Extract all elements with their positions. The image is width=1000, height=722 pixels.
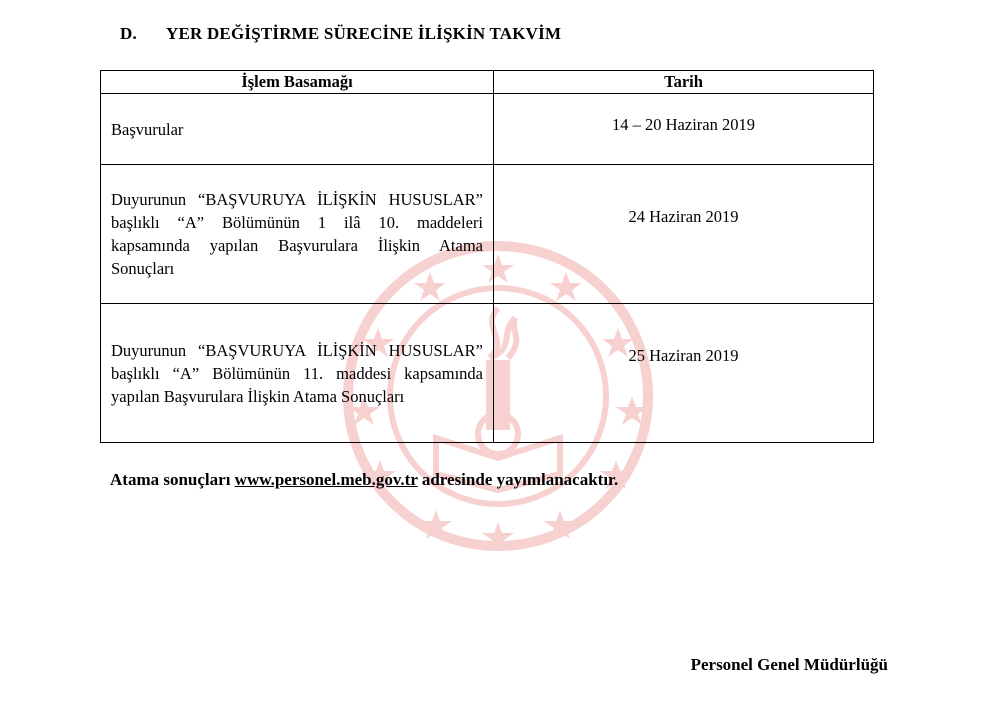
signature: Personel Genel Müdürlüğü	[690, 655, 888, 674]
column-header-date: Tarih	[494, 71, 874, 94]
note-text-before: Atama sonuçları	[110, 470, 235, 489]
section-title: YER DEĞİŞTİRME SÜRECİNE İLİŞKİN TAKVİM	[166, 24, 562, 43]
section-letter: D.	[120, 24, 137, 43]
step-cell: Duyurunun “BAŞVURUYA İLİŞKİN HUSUSLAR” başlıklı “A” Bölümünün 1 ilâ 10. maddeleri kapsamında yapılan Başvurulara İlişkin Atama Sonuçları	[101, 165, 494, 304]
schedule-table	[100, 70, 874, 443]
table-row	[101, 165, 874, 304]
date-text: 24 Haziran 2019	[628, 207, 739, 226]
step-cell: Başvurular	[101, 94, 494, 165]
column-header-step: İşlem Basamağı	[101, 71, 494, 94]
note-text-after: adresinde yayımlanacaktır.	[417, 470, 619, 489]
table-row	[101, 94, 874, 165]
table-row	[101, 304, 874, 443]
date-cell	[494, 165, 874, 304]
section-heading	[120, 24, 561, 44]
step-cell: Duyurunun “BAŞVURUYA İLİŞKİN HUSUSLAR” başlıklı “A” Bölümünün 11. maddesi kapsamında yapılan Başvurulara İlişkin Atama Sonuçları	[101, 304, 494, 443]
date-cell	[494, 304, 874, 443]
results-note	[110, 470, 618, 490]
table-header-row	[101, 71, 874, 94]
personnel-website-link[interactable]: www.personel.meb.gov.tr	[234, 470, 418, 489]
date-text: 25 Haziran 2019	[628, 346, 739, 365]
date-cell	[494, 94, 874, 165]
date-text: 14 – 20 Haziran 2019	[612, 115, 755, 134]
